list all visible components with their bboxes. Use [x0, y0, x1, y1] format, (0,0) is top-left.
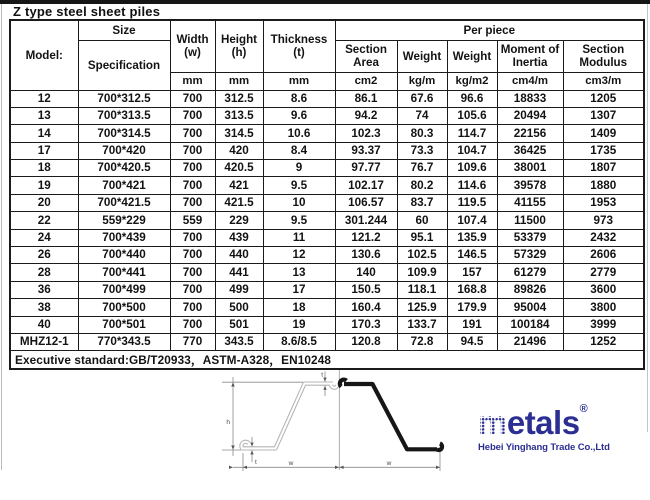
thickness-symbol: (t) — [293, 46, 305, 60]
table-cell: 700 — [170, 264, 215, 281]
brand-halftone-m: m — [478, 404, 507, 441]
table-cell: 2779 — [563, 264, 644, 281]
table-cell: 106.57 — [335, 194, 397, 211]
table-cell: 168.8 — [447, 281, 497, 298]
table-row — [10, 299, 644, 316]
table-cell: 229 — [215, 212, 263, 229]
table-cell: 559 — [170, 212, 215, 229]
table-cell: 700 — [170, 299, 215, 316]
col-header-width — [170, 20, 215, 72]
table-cell: 97.77 — [335, 160, 397, 177]
table-cell: 125.9 — [397, 299, 447, 316]
table-cell: 700*421.5 — [78, 194, 170, 211]
spec-table — [9, 19, 645, 370]
table-cell: 12 — [10, 90, 78, 107]
table-cell: 13 — [10, 107, 78, 124]
table-cell: 700*440 — [78, 247, 170, 264]
table-cell: 421.5 — [215, 194, 263, 211]
unit-width: mm — [170, 72, 215, 90]
table-cell: 700 — [170, 142, 215, 159]
table-cell: 770 — [170, 333, 215, 350]
table-cell: 3600 — [563, 281, 644, 298]
table-cell: 61279 — [497, 264, 563, 281]
table-cell: 700 — [170, 316, 215, 333]
table-cell: 8.4 — [263, 142, 335, 159]
table-cell: 191 — [447, 316, 497, 333]
table-cell: 40 — [10, 316, 78, 333]
table-cell: 21496 — [497, 333, 563, 350]
table-cell: 96.6 — [447, 90, 497, 107]
table-row — [10, 264, 644, 281]
col-group-per-piece: Per piece — [335, 20, 644, 40]
thickness-label: Thickness — [270, 33, 328, 47]
table-cell: 170.3 — [335, 316, 397, 333]
table-cell: 102.3 — [335, 125, 397, 142]
table-cell: 700 — [170, 90, 215, 107]
table-cell: 100184 — [497, 316, 563, 333]
table-cell: 700*499 — [78, 281, 170, 298]
table-cell: 13 — [263, 264, 335, 281]
table-cell: 80.3 — [397, 125, 447, 142]
table-cell: 67.6 — [397, 90, 447, 107]
width-dim-label-right: w — [386, 459, 392, 467]
table-cell: 19 — [10, 177, 78, 194]
table-cell: 26 — [10, 247, 78, 264]
table-cell: 86.1 — [335, 90, 397, 107]
table-cell: 11500 — [497, 212, 563, 229]
table-cell: 76.7 — [397, 160, 447, 177]
right-edge-line — [647, 4, 648, 432]
table-cell: 73.3 — [397, 142, 447, 159]
table-cell: 93.37 — [335, 142, 397, 159]
col-header-section-modulus: Section Modulus — [563, 40, 644, 72]
table-cell: 700 — [170, 229, 215, 246]
table-cell: 95004 — [497, 299, 563, 316]
table-cell: 89826 — [497, 281, 563, 298]
table-row — [10, 177, 644, 194]
table-row — [10, 142, 644, 159]
unit-thickness: mm — [263, 72, 335, 90]
table-cell: 313.5 — [215, 107, 263, 124]
col-header-weight-per-m2: Weight — [447, 40, 497, 72]
table-cell: 700 — [170, 160, 215, 177]
col-header-thickness — [263, 20, 335, 72]
table-cell: 301.244 — [335, 212, 397, 229]
table-cell: 441 — [215, 264, 263, 281]
width-dim-label-left: w — [288, 459, 294, 467]
table-cell: 83.7 — [397, 194, 447, 211]
table-cell: 135.9 — [447, 229, 497, 246]
table-cell: 700*313.5 — [78, 107, 170, 124]
table-cell: 770*343.5 — [78, 333, 170, 350]
table-cell: 9.5 — [263, 212, 335, 229]
table-cell: 9 — [263, 160, 335, 177]
brand-tagline: Hebei Yinghang Trade Co.,Ltd — [478, 442, 610, 453]
table-cell: 120.8 — [335, 333, 397, 350]
table-row — [10, 212, 644, 229]
table-cell: 22156 — [497, 125, 563, 142]
table-cell: 700*501 — [78, 316, 170, 333]
table-cell: 146.5 — [447, 247, 497, 264]
table-cell: 312.5 — [215, 90, 263, 107]
table-cell: 121.2 — [335, 229, 397, 246]
table-cell: 10 — [263, 194, 335, 211]
col-header-size: Size — [78, 20, 170, 40]
table-cell: 18 — [263, 299, 335, 316]
table-cell: 440 — [215, 247, 263, 264]
table-cell: 3800 — [563, 299, 644, 316]
table-cell: 10.6 — [263, 125, 335, 142]
height-label: Height — [220, 33, 258, 47]
table-row — [10, 247, 644, 264]
table-cell: 1735 — [563, 142, 644, 159]
table-cell: 700*441 — [78, 264, 170, 281]
table-cell: 9.6 — [263, 107, 335, 124]
table-cell: 314.5 — [215, 125, 263, 142]
unit-weight-per-m: kg/m — [397, 72, 447, 90]
table-cell: 39578 — [497, 177, 563, 194]
unit-section-modulus: cm3/m — [563, 72, 644, 90]
table-cell: 140 — [335, 264, 397, 281]
table-cell: 109.6 — [447, 160, 497, 177]
left-pile-outline — [241, 384, 337, 449]
table-cell: 420 — [215, 142, 263, 159]
table-cell: 60 — [397, 212, 447, 229]
right-pile-outline — [340, 380, 442, 450]
table-cell: 8.6 — [263, 90, 335, 107]
table-cell: 114.7 — [447, 125, 497, 142]
unit-section-area: cm2 — [335, 72, 397, 90]
table-cell: 1807 — [563, 160, 644, 177]
table-row — [10, 90, 644, 107]
table-row — [10, 229, 644, 246]
table-cell: 439 — [215, 229, 263, 246]
table-cell: 700*420.5 — [78, 160, 170, 177]
bottom-thickness-dim-label: t — [255, 459, 257, 466]
table-cell: 700 — [170, 125, 215, 142]
table-cell: 501 — [215, 316, 263, 333]
table-cell: 22 — [10, 212, 78, 229]
table-cell: 20 — [10, 194, 78, 211]
table-cell: 38001 — [497, 160, 563, 177]
table-cell: 105.6 — [447, 107, 497, 124]
table-cell: 9.5 — [263, 177, 335, 194]
table-cell: 700 — [170, 247, 215, 264]
table-cell: 343.5 — [215, 333, 263, 350]
table-cell: 700*312.5 — [78, 90, 170, 107]
table-cell: 130.6 — [335, 247, 397, 264]
table-cell: 1409 — [563, 125, 644, 142]
table-cell: 24 — [10, 229, 78, 246]
brand-logo — [478, 403, 646, 453]
table-cell: 499 — [215, 281, 263, 298]
z-profile-diagram — [0, 368, 470, 480]
table-cell: 114.6 — [447, 177, 497, 194]
unit-moment-of-inertia: cm4/m — [497, 72, 563, 90]
table-cell: 421 — [215, 177, 263, 194]
table-cell: 1953 — [563, 194, 644, 211]
table-cell: 700*500 — [78, 299, 170, 316]
col-header-moment-of-inertia: Moment of Inertia — [497, 40, 563, 72]
table-cell: 700*421 — [78, 177, 170, 194]
table-cell: 36425 — [497, 142, 563, 159]
executive-standard-note: Executive standard:GB/T20933，ASTM-A328，EN10248 — [10, 351, 644, 370]
table-cell: 973 — [563, 212, 644, 229]
table-cell: 179.9 — [447, 299, 497, 316]
table-row — [10, 107, 644, 124]
table-cell: 157 — [447, 264, 497, 281]
brand-name — [478, 403, 646, 441]
table-cell: 36 — [10, 281, 78, 298]
col-header-specification: Specification — [78, 40, 170, 90]
table-cell: 17 — [10, 142, 78, 159]
table-cell: 700*314.5 — [78, 125, 170, 142]
table-cell: 160.4 — [335, 299, 397, 316]
table-body — [10, 90, 644, 351]
table-cell: 102.17 — [335, 177, 397, 194]
table-row — [10, 281, 644, 298]
page-title: Z type steel sheet piles — [13, 4, 161, 19]
unit-height: mm — [215, 72, 263, 90]
table-cell: 57329 — [497, 247, 563, 264]
brand-rest: etals — [506, 404, 580, 441]
table-cell: 119.5 — [447, 194, 497, 211]
table-cell: 20494 — [497, 107, 563, 124]
table-cell: 118.1 — [397, 281, 447, 298]
table-row — [10, 194, 644, 211]
table-cell: 700*420 — [78, 142, 170, 159]
unit-weight-per-m2: kg/m2 — [447, 72, 497, 90]
table-cell: 104.7 — [447, 142, 497, 159]
table-cell: 1205 — [563, 90, 644, 107]
table-cell: 11 — [263, 229, 335, 246]
table-cell: 500 — [215, 299, 263, 316]
top-thickness-dim-label: t — [321, 371, 323, 379]
height-dim-label: h — [226, 419, 230, 426]
table-cell: 80.2 — [397, 177, 447, 194]
table-cell: 2432 — [563, 229, 644, 246]
col-header-height — [215, 20, 263, 72]
table-cell: 94.2 — [335, 107, 397, 124]
table-cell: 19 — [263, 316, 335, 333]
table-cell: 420.5 — [215, 160, 263, 177]
width-symbol: (w) — [184, 46, 201, 60]
table-cell: 38 — [10, 299, 78, 316]
dimension-arrows — [229, 378, 440, 469]
table-cell: 94.5 — [447, 333, 497, 350]
table-cell: 133.7 — [397, 316, 447, 333]
table-row — [10, 125, 644, 142]
table-cell: 18833 — [497, 90, 563, 107]
table-cell: 3999 — [563, 316, 644, 333]
table-cell: 53379 — [497, 229, 563, 246]
table-cell: 107.4 — [447, 212, 497, 229]
table-cell: 700 — [170, 107, 215, 124]
table-cell: 1252 — [563, 333, 644, 350]
table-cell: 700 — [170, 177, 215, 194]
table-cell: MHZ12-1 — [10, 333, 78, 350]
table-cell: 74 — [397, 107, 447, 124]
table-cell: 700 — [170, 194, 215, 211]
col-header-section-area: Section Area — [335, 40, 397, 72]
table-cell: 1307 — [563, 107, 644, 124]
col-header-weight-per-m: Weight — [397, 40, 447, 72]
table-cell: 12 — [263, 247, 335, 264]
width-label: Width — [176, 33, 209, 47]
table-cell: 8.6/8.5 — [263, 333, 335, 350]
table-cell: 559*229 — [78, 212, 170, 229]
table-cell: 1880 — [563, 177, 644, 194]
col-header-model: Model: — [10, 20, 78, 90]
table-cell: 700 — [170, 281, 215, 298]
registered-trademark-icon: ® — [579, 403, 588, 415]
table-cell: 109.9 — [397, 264, 447, 281]
table-row — [10, 160, 644, 177]
table-row — [10, 316, 644, 333]
table-cell: 150.5 — [335, 281, 397, 298]
table-cell: 102.5 — [397, 247, 447, 264]
table-cell: 2606 — [563, 247, 644, 264]
table-cell: 95.1 — [397, 229, 447, 246]
table-cell: 72.8 — [397, 333, 447, 350]
table-cell: 700*439 — [78, 229, 170, 246]
table-cell: 14 — [10, 125, 78, 142]
table-cell: 18 — [10, 160, 78, 177]
table-cell: 17 — [263, 281, 335, 298]
table-cell: 41155 — [497, 194, 563, 211]
table-row — [10, 333, 644, 350]
height-symbol: (h) — [231, 46, 247, 60]
table-cell: 28 — [10, 264, 78, 281]
